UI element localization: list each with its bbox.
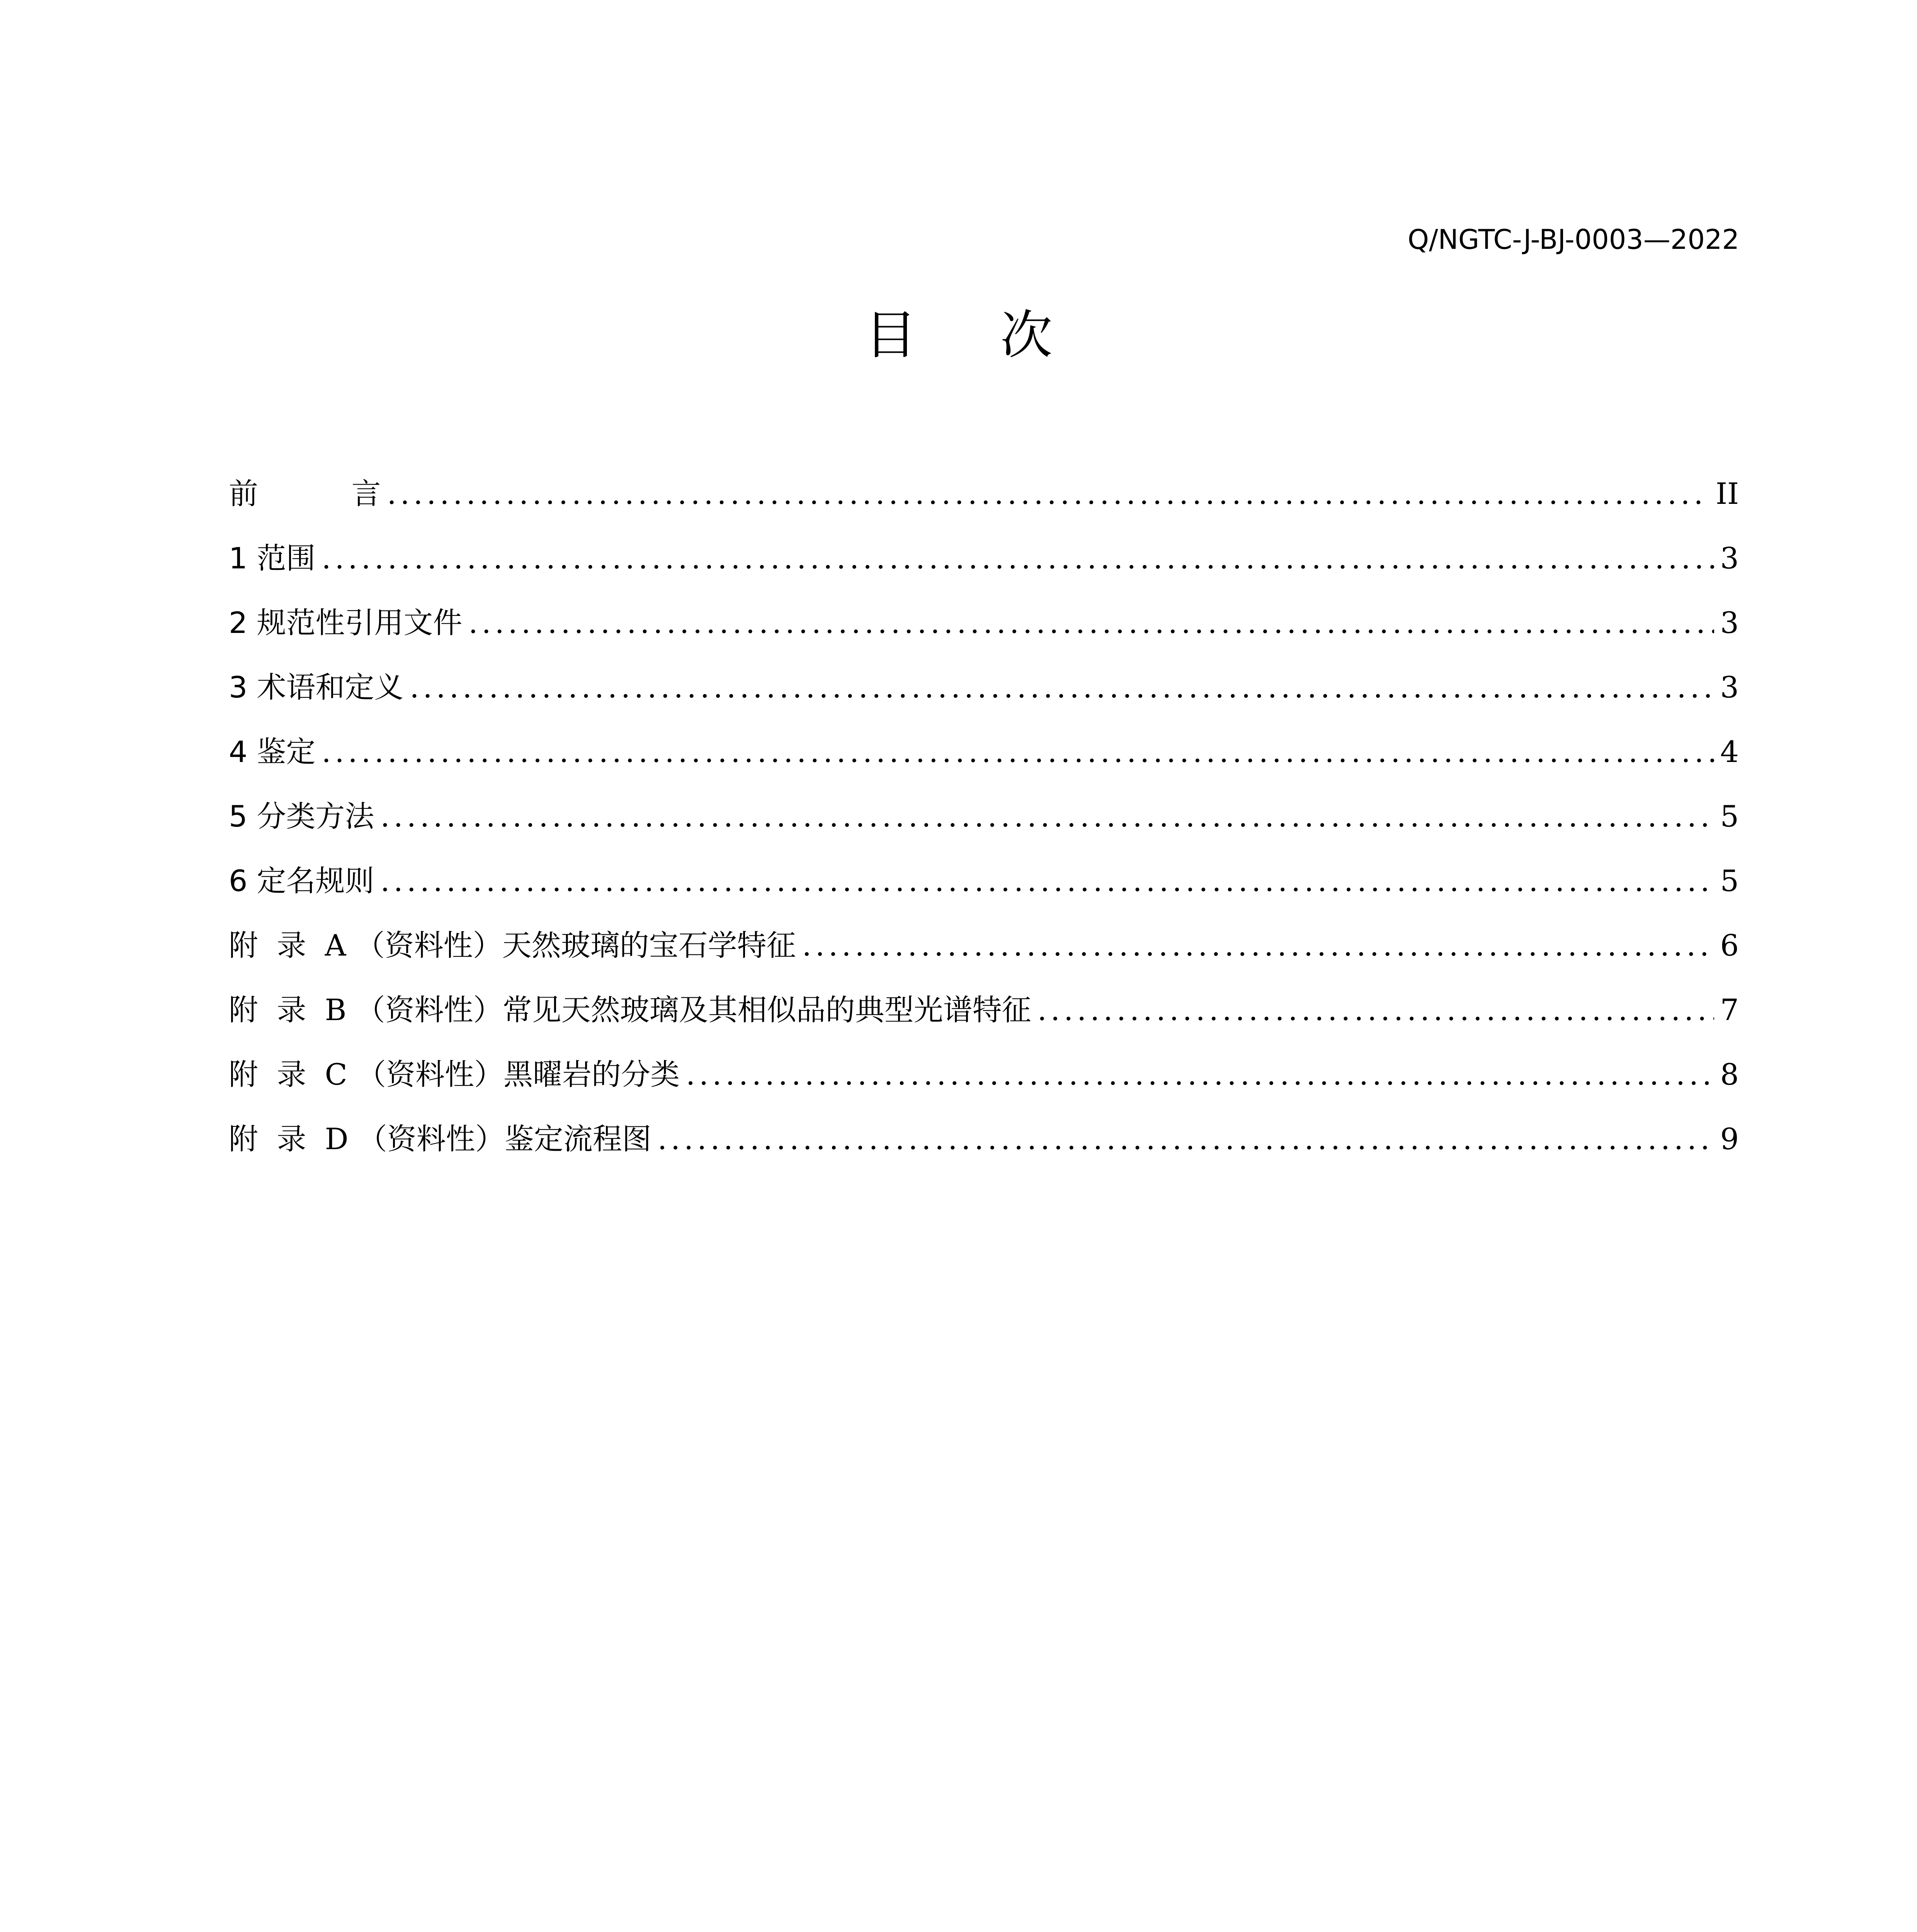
toc-entry-terms-definitions[interactable]	[229, 670, 1739, 737]
toc-entry-label: 规范性引用文件	[257, 605, 463, 640]
toc-leader-dots	[1038, 995, 1714, 1025]
toc-entry-page: 8	[1720, 1057, 1739, 1092]
toc-entry-label: 术语和定义	[257, 670, 404, 704]
toc-leader-dots	[658, 1124, 1714, 1154]
toc-entry-page: 3	[1720, 605, 1739, 640]
toc-entry-appendix-c[interactable]	[229, 1057, 1739, 1124]
toc-entry-classification[interactable]	[229, 799, 1739, 866]
toc-entry-appendix-a[interactable]	[229, 928, 1739, 995]
toc-entry-page: 6	[1720, 928, 1739, 963]
toc-leader-dots	[802, 931, 1714, 960]
toc-entry-label: 附 录 C （资料性）黑曜岩的分类	[229, 1057, 680, 1092]
toc-leader-dots	[468, 608, 1714, 638]
toc-entry-number: 2	[229, 605, 248, 640]
toc-entry-page: 9	[1720, 1122, 1739, 1156]
toc-leader-dots	[380, 802, 1714, 831]
toc-entry-identification[interactable]	[229, 737, 1739, 802]
toc-entry-label: 分类方法	[257, 799, 374, 833]
toc-entry-page: 5	[1720, 864, 1739, 898]
page-title: 目次	[864, 305, 1136, 366]
document-code: Q/NGTC-J-BJ-0003—2022	[1407, 224, 1739, 255]
toc-entry-label: 范围	[257, 541, 316, 575]
toc-entry-appendix-d[interactable]	[229, 1124, 1739, 1189]
toc-entry-number: 6	[229, 864, 248, 898]
toc-entry-scope[interactable]	[229, 541, 1739, 608]
toc-entry-number: 4	[229, 735, 248, 769]
toc-entry-label: 前 言	[229, 476, 381, 511]
toc-entry-page: II	[1715, 476, 1739, 511]
toc-entry-page: 5	[1720, 799, 1739, 833]
toc-entry-appendix-b[interactable]	[229, 995, 1739, 1060]
toc-entry-page: 4	[1720, 735, 1739, 769]
toc-entry-label: 附 录 A （资料性）天然玻璃的宝石学特征	[229, 928, 796, 963]
toc-entry-label: 附 录 B （资料性）常见天然玻璃及其相似品的典型光谱特征	[229, 993, 1031, 1027]
toc-entry-label: 定名规则	[257, 864, 374, 898]
toc-entry-foreword[interactable]	[229, 476, 1739, 544]
table-of-contents	[229, 476, 1739, 1189]
toc-entry-normative-references[interactable]	[229, 605, 1739, 673]
toc-entry-naming-rules[interactable]	[229, 866, 1739, 931]
toc-entry-number: 3	[229, 670, 248, 704]
toc-entry-number: 5	[229, 799, 248, 833]
toc-entry-label: 鉴定	[257, 735, 316, 769]
toc-entry-number: 1	[229, 541, 248, 575]
toc-leader-dots	[321, 737, 1714, 767]
toc-leader-dots	[380, 866, 1714, 896]
toc-entry-page: 7	[1720, 993, 1739, 1027]
toc-leader-dots	[387, 479, 1709, 509]
toc-leader-dots	[410, 673, 1714, 702]
toc-entry-page: 3	[1720, 670, 1739, 704]
toc-leader-dots	[321, 544, 1714, 573]
toc-leader-dots	[686, 1060, 1714, 1089]
toc-entry-page: 3	[1720, 541, 1739, 575]
toc-entry-label: 附 录 D （资料性）鉴定流程图	[229, 1122, 651, 1156]
